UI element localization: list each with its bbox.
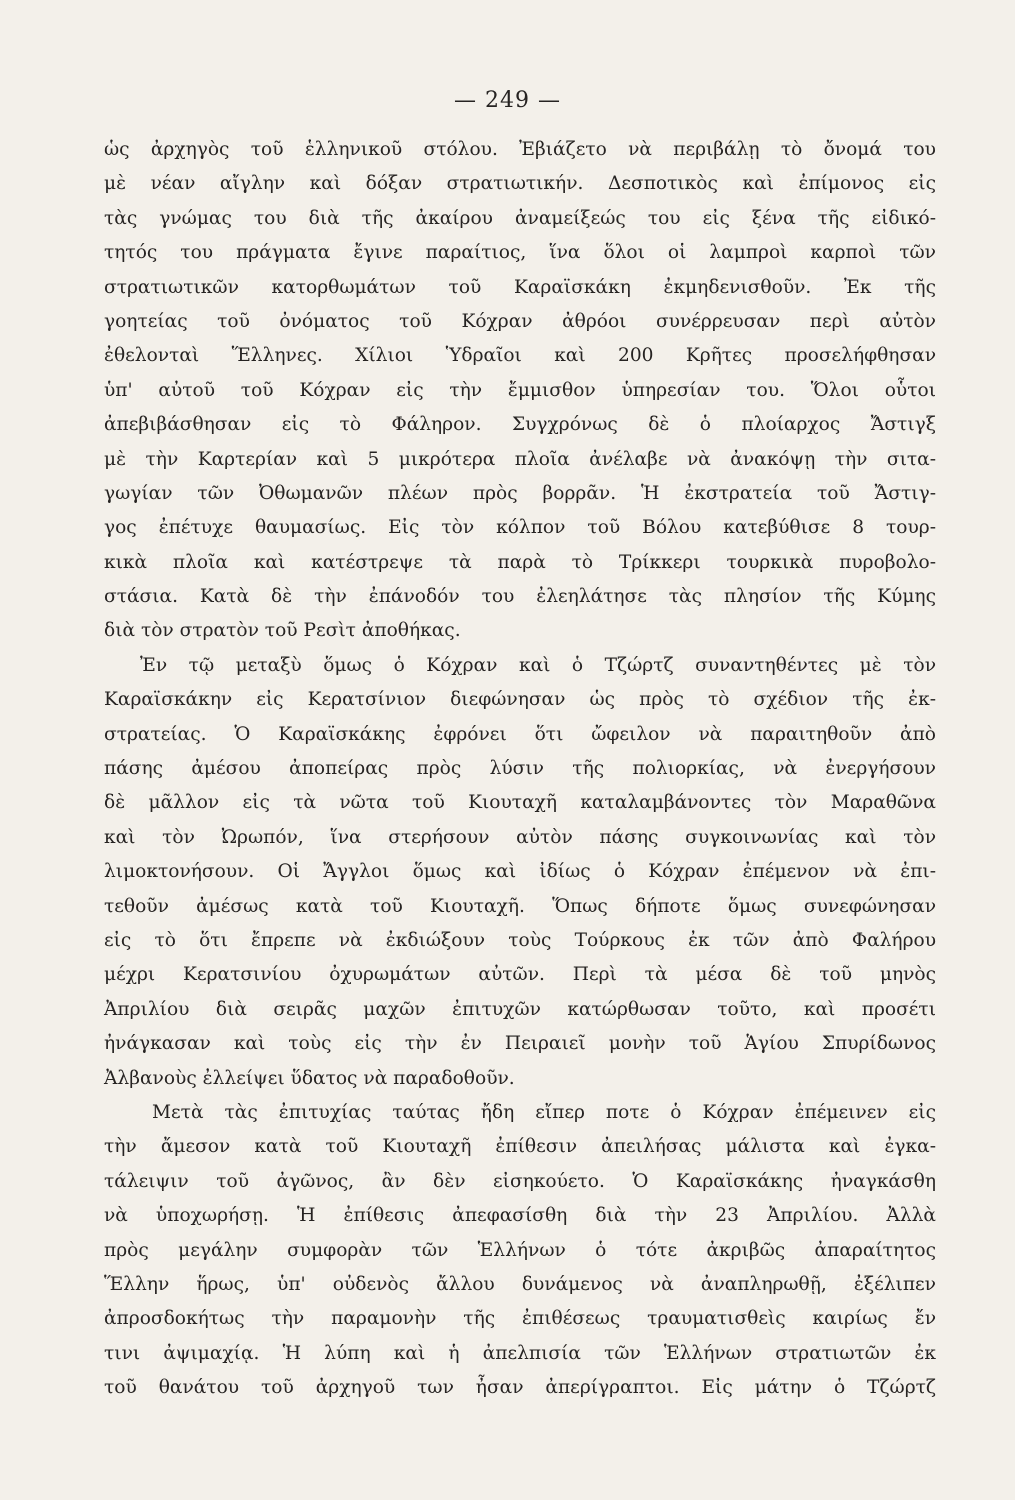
text-line: ἠνάγκασαν καὶ τοὺς εἰς τὴν ἐν Πειραιεῖ μονὴν τοῦ Ἁγίου Σπυρίδωνος (104, 1033, 936, 1055)
text-line: ὑπ' αὐτοῦ τοῦ Κόχραν εἰς τὴν ἔμμισθον ὑπηρεσίαν του. Ὅλοι οὗτοι (104, 379, 936, 401)
text-line: τάλειψιν τοῦ ἀγῶνος, ἂν δὲν εἰσηκούετο. Ὁ Καραϊσκάκης ἠναγκάσθη (104, 1170, 936, 1192)
text-line: μὲ νέαν αἴγλην καὶ δόξαν στρατιωτικήν. Δεσποτικὸς καὶ ἐπίμονος εἰς (104, 173, 936, 195)
text-line: διὰ τὸν στρατὸν τοῦ Ρεσὶτ ἀποθήκας. (104, 620, 461, 642)
text-line: νὰ ὑποχωρήσῃ. Ἡ ἐπίθεσις ἀπεφασίσθη διὰ τὴν 23 Ἀπριλίου. Ἀλλὰ (104, 1205, 936, 1227)
page-number: — 249 — (454, 88, 561, 113)
text-line: στρατιωτικῶν κατορθωμάτων τοῦ Καραϊσκάκη ἐκμηδενισθοῦν. Ἐκ τῆς (104, 276, 936, 298)
text-line: Ἐν τῷ μεταξὺ ὅμως ὁ Κόχραν καὶ ὁ Τζώρτζ συναντηθέντες μὲ τὸν (140, 654, 936, 676)
text-line: πάσης ἀμέσου ἀποπείρας πρὸς λύσιν τῆς πολιορκίας, νὰ ἐνεργήσουν (104, 758, 936, 780)
text-line: δὲ μᾶλλον εἰς τὰ νῶτα τοῦ Κιουταχῆ καταλαμβάνοντες τὸν Μαραθῶνα (104, 792, 936, 814)
text-line: τεθοῦν ἀμέσως κατὰ τοῦ Κιουταχῆ. Ὅπως δήποτε ὅμως συνεφώνησαν (104, 895, 936, 917)
text-line: πρὸς μεγάλην συμφορὰν τῶν Ἑλλήνων ὁ τότε ἀκριβῶς ἀπαραίτητος (104, 1239, 936, 1261)
text-line: Ἀλβανοὺς ἐλλείψει ὕδατος νὰ παραδοθοῦν. (104, 1067, 515, 1089)
text-line: μέχρι Κερατσινίου ὀχυρωμάτων αὐτῶν. Περὶ τὰ μέσα δὲ τοῦ μηνὸς (104, 964, 936, 986)
text-line: καὶ τὸν Ὠρωπόν, ἵνα στερήσουν αὐτὸν πάσης συγκοινωνίας καὶ τὸν (104, 826, 936, 848)
text-line: Μετὰ τὰς ἐπιτυχίας ταύτας ἤδη εἴπερ ποτε ὁ Κόχραν ἐπέμεινεν εἰς (152, 1101, 936, 1123)
text-line: τοῦ θανάτου τοῦ ἀρχηγοῦ των ἦσαν ἀπερίγραπτοι. Εἰς μάτην ὁ Τζώρτζ (104, 1377, 936, 1399)
text-line: Ἕλλην ἥρως, ὑπ' οὐδενὸς ἄλλου δυνάμενος νὰ ἀναπληρωθῇ, ἐξέλιπεν (104, 1273, 936, 1295)
text-line: στρατείας. Ὁ Καραϊσκάκης ἐφρόνει ὅτι ὤφειλον νὰ παραιτηθοῦν ἀπὸ (104, 723, 936, 745)
text-line: στάσια. Κατὰ δὲ τὴν ἐπάνοδόν του ἐλεηλάτησε τὰς πλησίον τῆς Κύμης (104, 586, 936, 608)
text-line: τὰς γνώμας του διὰ τῆς ἀκαίρου ἀναμείξεώς του εἰς ξένα τῆς εἰδικό- (104, 207, 936, 229)
text-line: τινι ἀψιμαχίᾳ. Ἡ λύπη καὶ ἡ ἀπελπισία τῶν Ἑλλήνων στρατιωτῶν ἐκ (104, 1342, 936, 1364)
text-line: ὡς ἀρχηγὸς τοῦ ἑλληνικοῦ στόλου. Ἐβιάζετο νὰ περιβάλῃ τὸ ὄνομά του (104, 139, 936, 160)
text-line: Καραϊσκάκην εἰς Κερατσίνιον διεφώνησαν ὡς πρὸς τὸ σχέδιον τῆς ἐκ- (104, 689, 936, 711)
text-line: γοητείας τοῦ ὀνόματος τοῦ Κόχραν ἀθρόοι συνέρρευσαν περὶ αὐτὸν (104, 310, 936, 332)
text-line: γωγίαν τῶν Ὀθωμανῶν πλέων πρὸς βορρᾶν. Ἡ ἐκστρατεία τοῦ Ἄστιγ- (104, 482, 936, 504)
text-line: γος ἐπέτυχε θαυμασίως. Εἰς τὸν κόλπον τοῦ Βόλου κατεβύθισε 8 τουρ- (104, 517, 936, 539)
text-line: μὲ τὴν Καρτερίαν καὶ 5 μικρότερα πλοῖα ἀνέλαβε νὰ ἀνακόψῃ τὴν σιτα- (104, 448, 936, 470)
text-line: εἰς τὸ ὅτι ἔπρεπε νὰ ἐκδιώξουν τοὺς Τούρκους ἐκ τῶν ἀπὸ Φαλήρου (104, 929, 936, 951)
body-text (104, 133, 936, 1405)
text-line: τητός του πράγματα ἔγινε παραίτιος, ἵνα ὅλοι οἱ λαμπροὶ καρποὶ τῶν (104, 242, 936, 264)
text-line: ἀπεβιβάσθησαν εἰς τὸ Φάληρον. Συγχρόνως δὲ ὁ πλοίαρχος Ἄστιγξ (104, 414, 936, 436)
text-line: τὴν ἄμεσον κατὰ τοῦ Κιουταχῆ ἐπίθεσιν ἀπειλήσας μάλιστα καὶ ἐγκα- (104, 1136, 936, 1158)
text-line: ἀπροσδοκήτως τὴν παραμονὴν τῆς ἐπιθέσεως τραυματισθεὶς καιρίως ἔν (104, 1308, 936, 1330)
text-line: λιμοκτονήσουν. Οἱ Ἄγγλοι ὅμως καὶ ἰδίως ὁ Κόχραν ἐπέμενον νὰ ἐπι- (104, 861, 936, 883)
text-line: ἐθελονταὶ Ἕλληνες. Χίλιοι Ὑδραῖοι καὶ 200 Κρῆτες προσελήφθησαν (104, 345, 936, 367)
text-line: κικὰ πλοῖα καὶ κατέστρεψε τὰ παρὰ τὸ Τρίκκερι τουρκικὰ πυροβολο- (104, 551, 936, 573)
text-line: Ἀπριλίου διὰ σειρᾶς μαχῶν ἐπιτυχῶν κατώρθωσαν τοῦτο, καὶ προσέτι (104, 998, 936, 1020)
